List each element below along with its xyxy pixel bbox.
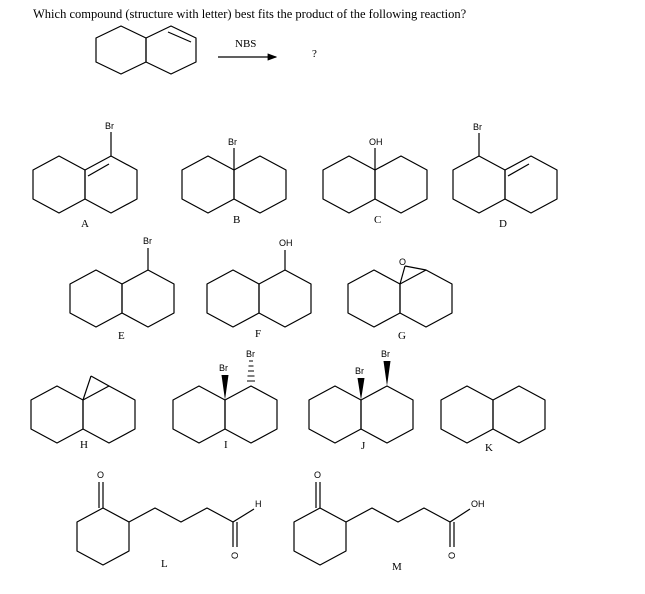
compound-j bbox=[309, 349, 413, 452]
compound-j-label: J bbox=[361, 440, 366, 452]
compound-g-label: G bbox=[398, 330, 406, 342]
compound-c bbox=[323, 137, 427, 226]
compound-l-label: L bbox=[161, 558, 168, 570]
compound-m bbox=[294, 470, 485, 573]
compound-i-br-left: Br bbox=[219, 363, 228, 373]
compound-i-br-right: Br bbox=[246, 349, 255, 359]
starting-material bbox=[96, 26, 196, 74]
compound-f-label: F bbox=[255, 328, 262, 340]
compound-m-label: M bbox=[392, 561, 402, 573]
compound-m-o2: O bbox=[447, 551, 457, 559]
compound-k-label: K bbox=[485, 442, 493, 454]
compound-h bbox=[31, 376, 135, 451]
compound-l-o: O bbox=[97, 470, 105, 480]
compound-a-br: Br bbox=[105, 121, 114, 131]
compound-l-o2: O bbox=[230, 551, 240, 559]
question-text: Which compound (structure with letter) best fits the product of the following reaction? bbox=[33, 7, 467, 21]
compound-d-label: D bbox=[499, 218, 507, 230]
compound-b-label: B bbox=[233, 214, 241, 226]
compound-d bbox=[453, 122, 557, 230]
product-unknown: ? bbox=[312, 48, 317, 60]
compound-b bbox=[182, 137, 286, 226]
compound-i bbox=[173, 349, 277, 451]
compound-e-label: E bbox=[118, 330, 125, 342]
compound-j-br-right: Br bbox=[381, 349, 390, 359]
compound-m-o: O bbox=[314, 470, 322, 480]
compound-e bbox=[70, 236, 174, 342]
compound-c-oh: OH bbox=[369, 137, 383, 147]
compound-g bbox=[348, 257, 452, 342]
compound-f bbox=[207, 238, 311, 340]
compound-m-oh: OH bbox=[471, 499, 485, 509]
compound-b-br: Br bbox=[228, 137, 237, 147]
compound-e-br: Br bbox=[143, 236, 152, 246]
compound-a-label: A bbox=[81, 218, 89, 230]
compound-f-oh: OH bbox=[279, 238, 293, 248]
compound-d-br: Br bbox=[473, 122, 482, 132]
compound-c-label: C bbox=[374, 214, 382, 226]
compound-l bbox=[77, 470, 262, 570]
reagent-label: NBS bbox=[235, 38, 257, 50]
compound-j-br-left: Br bbox=[355, 366, 364, 376]
compound-h-label: H bbox=[80, 439, 88, 451]
compound-k bbox=[441, 386, 545, 454]
compound-g-o: O bbox=[399, 257, 407, 267]
compound-l-h: H bbox=[255, 499, 262, 509]
compound-a bbox=[33, 121, 137, 230]
compound-i-label: I bbox=[224, 439, 228, 451]
